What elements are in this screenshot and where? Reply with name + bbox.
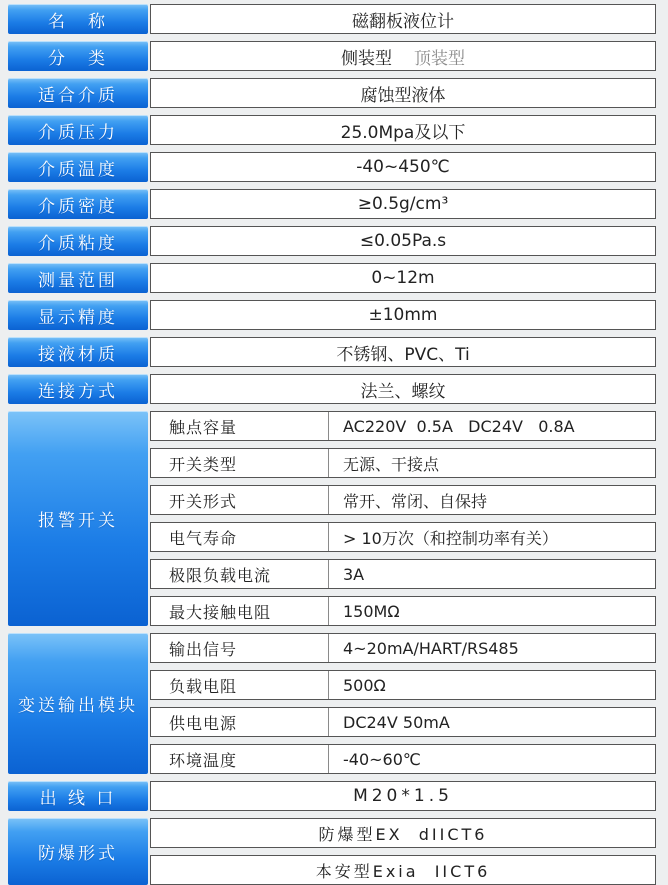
row-label-connection-type: 连接方式 bbox=[8, 374, 148, 404]
transmitter-row-ambient-temperature bbox=[150, 744, 656, 774]
row-label-suitable-medium: 适合介质 bbox=[8, 78, 148, 108]
row-value-display-accuracy: ±10mm bbox=[150, 300, 656, 330]
row-value-category bbox=[150, 41, 656, 71]
alarm-key-electrical-life: 电气寿命 bbox=[151, 523, 329, 551]
spec-row-wetted-material bbox=[8, 337, 668, 367]
spec-row-medium-density bbox=[8, 189, 668, 219]
row-value-measuring-range: 0~12m bbox=[150, 263, 656, 293]
alarm-row-contact-capacity bbox=[150, 411, 656, 441]
alarm-value-electrical-life: > 10万次（和控制功率有关） bbox=[343, 528, 558, 548]
row-label-medium-density: 介质密度 bbox=[8, 189, 148, 219]
alarm-key-max-contact-resistance: 最大接触电阻 bbox=[151, 597, 329, 625]
alarm-switch-label: 报警开关 bbox=[8, 411, 148, 626]
alarm-value-contact-capacity: AC220V 0.5A DC24V 0.8A bbox=[343, 416, 575, 436]
spec-row-connection-type bbox=[8, 374, 668, 404]
row-value-medium-pressure: 25.0Mpa及以下 bbox=[150, 115, 656, 145]
row-label-medium-pressure: 介质压力 bbox=[8, 115, 148, 145]
explosion-proof-row-ex: 防爆型EX dIICT6 bbox=[150, 818, 656, 848]
transmitter-module-label: 变送输出模块 bbox=[8, 633, 148, 774]
alarm-row-electrical-life bbox=[150, 522, 656, 552]
transmitter-key-power-supply: 供电电源 bbox=[151, 708, 329, 736]
spec-row-measuring-range bbox=[8, 263, 668, 293]
row-value-connection-type: 法兰、螺纹 bbox=[150, 374, 656, 404]
spec-row-name bbox=[8, 4, 668, 34]
spec-row-medium-temperature bbox=[8, 152, 668, 182]
explosion-proof-row-exia: 本安型Exia IICT6 bbox=[150, 855, 656, 885]
alarm-row-switch-type bbox=[150, 448, 656, 478]
alarm-value-max-contact-resistance: 150MΩ bbox=[343, 601, 400, 621]
transmitter-row-output-signal bbox=[150, 633, 656, 663]
transmitter-value-load-resistance: 500Ω bbox=[343, 675, 386, 695]
alarm-key-switch-form: 开关形式 bbox=[151, 486, 329, 514]
explosion-proof-rows bbox=[150, 818, 656, 885]
explosion-proof-label: 防爆形式 bbox=[8, 818, 148, 885]
row-label-medium-temperature: 介质温度 bbox=[8, 152, 148, 182]
alarm-row-switch-form bbox=[150, 485, 656, 515]
alarm-switch-rows bbox=[150, 411, 656, 626]
explosion-proof-section bbox=[8, 818, 668, 885]
alarm-value-switch-form: 常开、常闭、自保持 bbox=[343, 491, 488, 511]
transmitter-module-rows bbox=[150, 633, 656, 774]
alarm-row-max-contact-resistance bbox=[150, 596, 656, 626]
row-value-name: 磁翻板液位计 bbox=[150, 4, 656, 34]
spec-row-cable-entry bbox=[8, 781, 668, 811]
alarm-value-switch-type: 无源、干接点 bbox=[343, 454, 440, 474]
row-value-medium-viscosity: ≤0.05Pa.s bbox=[150, 226, 656, 256]
transmitter-row-load-resistance bbox=[150, 670, 656, 700]
transmitter-value-ambient-temperature: -40~60℃ bbox=[343, 749, 421, 769]
alarm-key-contact-capacity: 触点容量 bbox=[151, 412, 329, 440]
spec-row-suitable-medium bbox=[8, 78, 668, 108]
category-top-mounted: 顶装型 bbox=[414, 48, 465, 69]
spec-row-medium-pressure bbox=[8, 115, 668, 145]
alarm-key-limit-load-current: 极限负载电流 bbox=[151, 560, 329, 588]
row-label-display-accuracy: 显示精度 bbox=[8, 300, 148, 330]
row-label-category: 分 类 bbox=[8, 41, 148, 71]
row-label-name: 名 称 bbox=[8, 4, 148, 34]
transmitter-key-output-signal: 输出信号 bbox=[151, 634, 329, 662]
transmitter-value-power-supply: DC24V 50mA bbox=[343, 712, 450, 732]
row-label-measuring-range: 测量范围 bbox=[8, 263, 148, 293]
row-label-wetted-material: 接液材质 bbox=[8, 337, 148, 367]
row-value-medium-density: ≥0.5g/cm³ bbox=[150, 189, 656, 219]
transmitter-module-section bbox=[8, 633, 668, 774]
alarm-row-limit-load-current bbox=[150, 559, 656, 589]
transmitter-key-ambient-temperature: 环境温度 bbox=[151, 745, 329, 773]
spec-row-display-accuracy bbox=[8, 300, 668, 330]
row-value-medium-temperature: -40~450℃ bbox=[150, 152, 656, 182]
alarm-switch-section bbox=[8, 411, 668, 626]
row-label-medium-viscosity: 介质粘度 bbox=[8, 226, 148, 256]
transmitter-row-power-supply bbox=[150, 707, 656, 737]
spec-row-category bbox=[8, 41, 668, 71]
category-side-mounted: 侧装型 bbox=[341, 48, 392, 69]
row-label-cable-entry: 出 线 口 bbox=[8, 781, 148, 811]
row-value-wetted-material: 不锈钢、PVC、Ti bbox=[150, 337, 656, 367]
alarm-value-limit-load-current: 3A bbox=[343, 564, 365, 584]
alarm-key-switch-type: 开关类型 bbox=[151, 449, 329, 477]
transmitter-key-load-resistance: 负载电阻 bbox=[151, 671, 329, 699]
row-value-suitable-medium: 腐蚀型液体 bbox=[150, 78, 656, 108]
spec-row-medium-viscosity bbox=[8, 226, 668, 256]
row-value-cable-entry: M20*1.5 bbox=[150, 781, 656, 811]
transmitter-value-output-signal: 4~20mA/HART/RS485 bbox=[343, 638, 519, 658]
